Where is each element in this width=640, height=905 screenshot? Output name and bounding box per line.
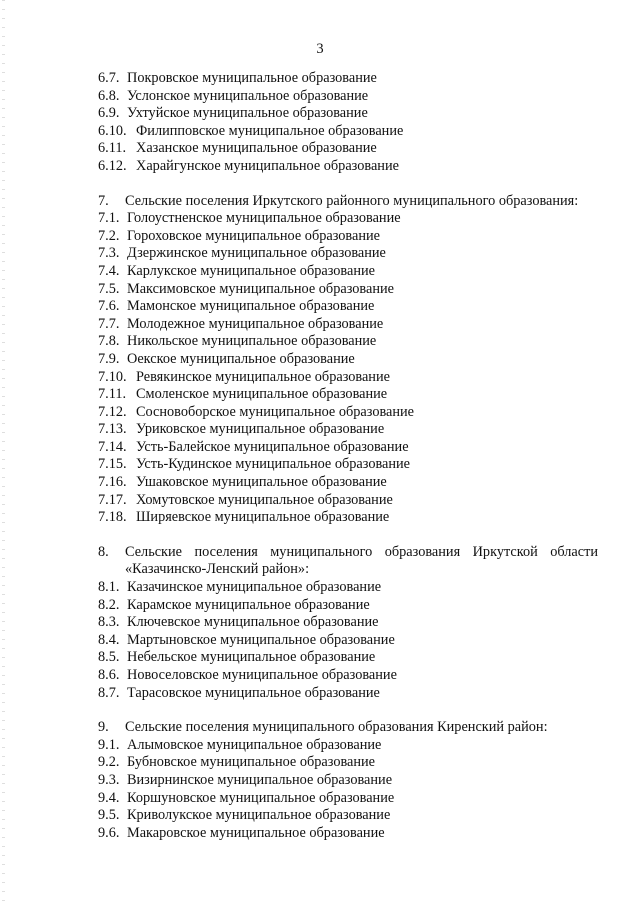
item-text: Дзержинское муниципальное образование <box>127 245 386 262</box>
item-text: Мамонское муниципальное образование <box>127 298 375 315</box>
section-9-list <box>98 737 598 843</box>
item-text: Ухтуйское муниципальное образование <box>127 105 368 122</box>
section-spacer <box>98 176 598 193</box>
item-text: Уриковское муниципальное образование <box>136 421 385 438</box>
item-number: 7.10. <box>98 368 127 385</box>
item-number: 6.8. <box>98 87 120 104</box>
item-number: 9.3. <box>98 771 120 788</box>
item-number: 7.2. <box>98 227 120 244</box>
item-text: Усть-Балейское муниципальное образование <box>136 438 409 455</box>
item-text: Гороховское муниципальное образование <box>127 227 380 244</box>
list-item <box>98 316 598 334</box>
list-item <box>98 492 598 510</box>
page-number: 3 <box>316 41 324 57</box>
item-text: Визирнинское муниципальное образование <box>127 771 393 788</box>
item-number: 6.10. <box>98 122 127 139</box>
list-item <box>98 404 598 422</box>
list-item <box>98 685 598 703</box>
item-text: Голоустненское муниципальное образование <box>127 210 401 227</box>
item-number: 9.4. <box>98 789 120 806</box>
list-item <box>98 263 598 281</box>
list-item <box>98 70 598 88</box>
item-text: Оекское муниципальное образование <box>127 350 355 367</box>
item-text: Карамское муниципальное образование <box>127 596 370 613</box>
list-item <box>98 298 598 316</box>
item-number: 8.4. <box>98 631 120 648</box>
item-number: 7.15. <box>98 456 127 473</box>
list-item <box>98 333 598 351</box>
item-text: Макаровское муниципальное образование <box>127 824 385 841</box>
item-number: 6.9. <box>98 105 120 122</box>
list-item <box>98 351 598 369</box>
item-number: 7.1. <box>98 210 120 227</box>
item-number: 7.7. <box>98 315 120 332</box>
section-title: Сельские поселения муниципального образования Иркутской области «Казачинско-Ленский район»: <box>125 543 598 578</box>
list-item <box>98 790 598 808</box>
item-text: Ширяевское муниципальное образование <box>136 509 390 526</box>
section-8-list <box>98 579 598 702</box>
list-item <box>98 614 598 632</box>
list-item <box>98 807 598 825</box>
item-text: Небельское муниципальное образование <box>127 649 376 666</box>
item-text: Коршуновское муниципальное образование <box>127 789 395 806</box>
list-item <box>98 649 598 667</box>
list-item <box>98 772 598 790</box>
list-item <box>98 386 598 404</box>
item-number: 7.6. <box>98 298 120 315</box>
list-item <box>98 825 598 843</box>
item-text: Харайгунское муниципальное образование <box>136 157 399 174</box>
item-number: 7.17. <box>98 491 127 508</box>
item-number: 9.6. <box>98 824 120 841</box>
item-number: 7.4. <box>98 262 120 279</box>
section-7-heading <box>98 193 598 211</box>
list-item <box>98 105 598 123</box>
item-number: 6.7. <box>98 70 120 86</box>
item-number: 9.5. <box>98 807 120 824</box>
list-item <box>98 667 598 685</box>
item-text: Алымовское муниципальное образование <box>127 736 382 753</box>
list-item <box>98 158 598 176</box>
list-item <box>98 579 598 597</box>
section-number: 7. <box>98 192 109 209</box>
item-text: Хазанское муниципальное образование <box>136 140 377 157</box>
section-title: Сельские поселения муниципального образования Киренский район: <box>125 719 548 736</box>
list-item <box>98 597 598 615</box>
list-item <box>98 210 598 228</box>
item-number: 7.5. <box>98 280 120 297</box>
item-text: Криволукское муниципальное образование <box>127 807 391 824</box>
item-text: Казачинское муниципальное образование <box>127 579 382 596</box>
item-text: Максимовское муниципальное образование <box>127 280 394 297</box>
item-number: 8.1. <box>98 579 120 596</box>
item-number: 7.11. <box>98 386 127 403</box>
list-item <box>98 737 598 755</box>
item-number: 7.9. <box>98 350 120 367</box>
list-item <box>98 245 598 263</box>
list-item <box>98 88 598 106</box>
section-title: Сельские поселения Иркутского районного муниципального образования: <box>125 192 579 209</box>
list-item <box>98 632 598 650</box>
item-text: Ключевское муниципальное образование <box>127 614 379 631</box>
item-text: Новоселовское муниципальное образование <box>127 667 397 683</box>
item-text: Усть-Кудинское муниципальное образование <box>136 456 411 473</box>
item-text: Бубновское муниципальное образование <box>127 754 376 771</box>
item-number: 6.12. <box>98 157 127 174</box>
section-number: 8. <box>98 543 109 560</box>
item-number: 7.8. <box>98 333 120 350</box>
item-number: 7.12. <box>98 403 127 420</box>
list-item <box>98 123 598 141</box>
item-number: 8.2. <box>98 596 120 613</box>
item-number: 7.18. <box>98 509 127 526</box>
document-body <box>98 70 598 842</box>
section-9-heading <box>98 719 598 737</box>
item-number: 9.2. <box>98 754 120 771</box>
list-item <box>98 474 598 492</box>
item-number: 8.3. <box>98 614 120 631</box>
item-text: Покровское муниципальное образование <box>127 70 377 86</box>
item-number: 9.1. <box>98 736 120 753</box>
list-item <box>98 509 598 527</box>
item-number: 8.6. <box>98 667 120 683</box>
list-item <box>98 228 598 246</box>
item-text: Карлукское муниципальное образование <box>127 262 375 279</box>
item-text: Тарасовское муниципальное образование <box>127 684 380 701</box>
item-text: Мартыновское муниципальное образование <box>127 631 395 648</box>
item-text: Хомутовское муниципальное образование <box>136 491 393 508</box>
list-item <box>98 369 598 387</box>
item-number: 6.11. <box>98 140 127 157</box>
list-item <box>98 140 598 158</box>
section-number: 9. <box>98 719 109 736</box>
section-spacer <box>98 527 598 544</box>
item-text: Сосновоборское муниципальное образование <box>136 403 415 420</box>
list-item <box>98 754 598 772</box>
item-number: 8.5. <box>98 649 120 666</box>
scan-edge-marks <box>2 0 5 905</box>
list-item <box>98 421 598 439</box>
item-number: 7.14. <box>98 438 127 455</box>
item-text: Ушаковское муниципальное образование <box>136 474 387 491</box>
list-item <box>98 281 598 299</box>
section-6-list <box>98 70 598 176</box>
item-number: 7.3. <box>98 245 120 262</box>
section-spacer <box>98 702 598 719</box>
list-item <box>98 456 598 474</box>
section-7-list <box>98 210 598 527</box>
item-text: Ревякинское муниципальное образование <box>136 368 390 385</box>
item-number: 7.13. <box>98 421 127 438</box>
item-number: 7.16. <box>98 474 127 491</box>
item-text: Услонское муниципальное образование <box>127 87 369 104</box>
item-number: 8.7. <box>98 684 120 701</box>
item-text: Никольское муниципальное образование <box>127 333 377 350</box>
item-text: Филипповское муниципальное образование <box>136 122 404 139</box>
list-item <box>98 439 598 457</box>
item-text: Смоленское муниципальное образование <box>136 386 388 403</box>
item-text: Молодежное муниципальное образование <box>127 315 384 332</box>
section-8-heading <box>98 544 598 579</box>
